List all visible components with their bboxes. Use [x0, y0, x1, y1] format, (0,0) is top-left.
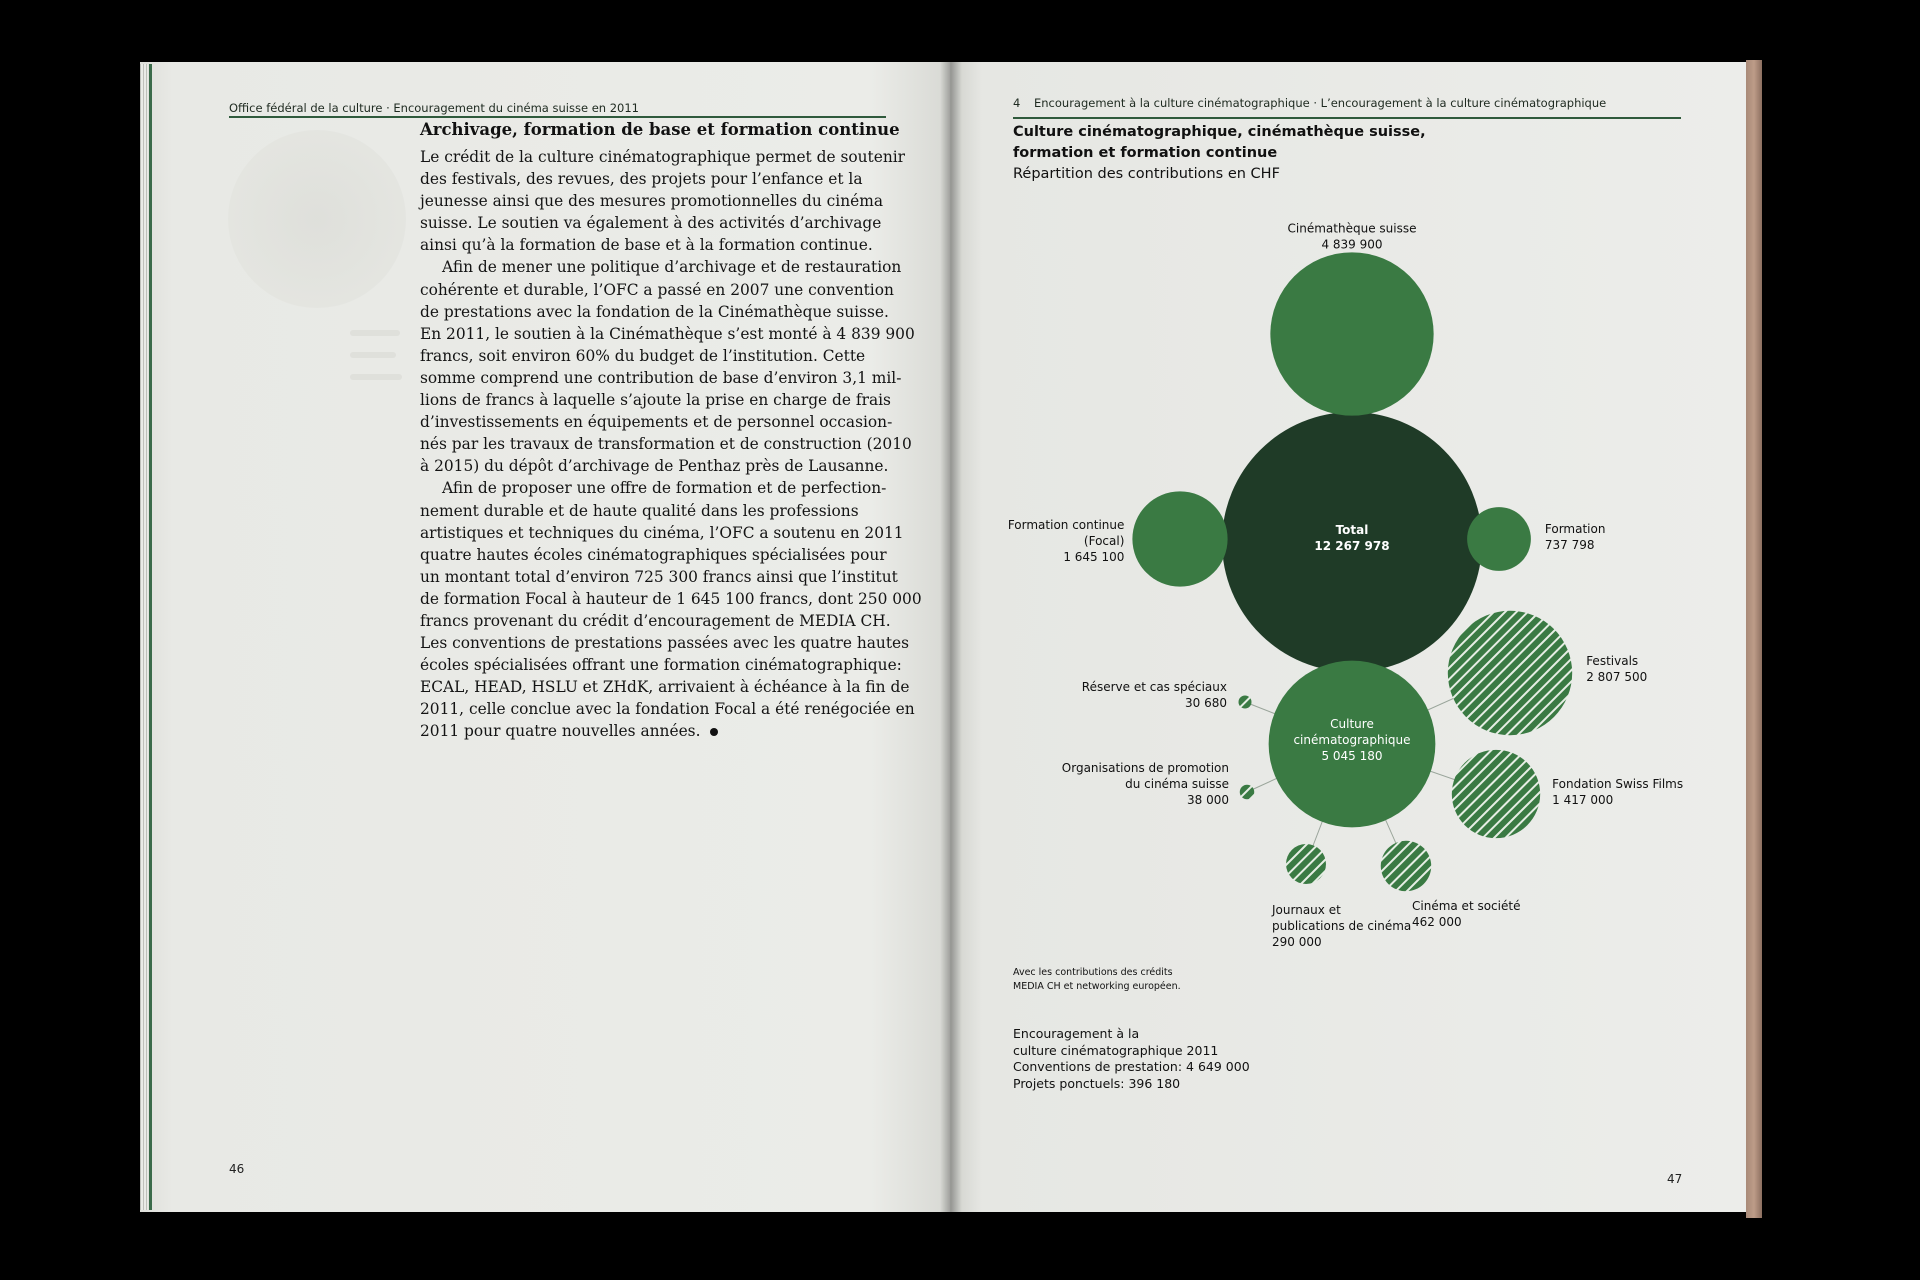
bubble-formation [1467, 507, 1531, 571]
bubble-label-culture-cinematographique: Culture cinématographique 5 045 180 [1293, 717, 1411, 763]
running-head-left: Office fédéral de la culture · Encouragement du cinéma suisse en 2011 [229, 101, 639, 115]
bubble-label-formation-continue-focal: Formation continue (Focal) 1 645 100 [1007, 518, 1125, 564]
body-line: de prestations avec la fondation de la Cinémathèque suisse. [420, 302, 889, 321]
body-line: ainsi qu’à la formation de base et à la formation continue. [420, 236, 873, 255]
body-line: un montant total d’environ 725 300 francs ainsi que l’institut [420, 567, 898, 586]
body-line: francs, soit environ 60% du budget de l’institution. Cette [420, 346, 866, 365]
chart-title-line: formation et formation continue [1013, 145, 1278, 161]
bubble-label-journaux-et-publications-de-cinema: Journaux et publications de cinéma 290 000 [1272, 903, 1412, 949]
running-head-right: Encouragement à la culture cinématographique · L’encouragement à la culture cinématographique [1034, 96, 1607, 110]
body-line: Les conventions de prestations passées avec les quatre hautes [420, 634, 910, 653]
footnote-line: Avec les contributions des crédits [1013, 967, 1173, 978]
bubble-organisations-de-promotion-du-cinema-suisse [1240, 785, 1254, 799]
body-line: des festivals, des revues, des projets pour l’enfance et la [420, 170, 863, 189]
body-line: Afin de mener une politique d’archivage et de restauration [442, 258, 902, 277]
body-line: de formation Focal à hauteur de 1 645 100 francs, dont 250 000 [420, 589, 922, 608]
body-line: écoles spécialisées offrant une formation cinématographique: [420, 656, 902, 675]
body-line: francs provenant du crédit d’encouragement de MEDIA CH. [420, 611, 891, 630]
body-line-text: 2011 pour quatre nouvelles années. [420, 722, 701, 741]
body-line: Le crédit de la culture cinématographique permet de soutenir [420, 148, 906, 166]
chart-title-line: Culture cinématographique, cinémathèque suisse, [1013, 124, 1426, 140]
bubble-label-reserve-et-cas-speciaux: Réserve et cas spéciaux 30 680 [1081, 680, 1227, 710]
bubble-cinema-et-societe [1381, 841, 1431, 891]
body-line: quatre hautes écoles cinématographiques spécialisées pour [420, 545, 887, 564]
bubble-label-total: Total 12 267 978 [1314, 523, 1390, 553]
bubble-formation-continue-focal [1132, 491, 1227, 586]
body-line: ECAL, HEAD, HSLU et ZHdK, arrivaient à échéance à la fin de [420, 678, 910, 697]
bubble-label-cinema-et-societe: Cinéma et société 462 000 [1412, 899, 1521, 929]
bubble-label-formation: Formation 737 798 [1544, 522, 1606, 552]
body-line: En 2011, le soutien à la Cinémathèque s’est monté à 4 839 900 [420, 324, 915, 343]
body-line: lions de francs à laquelle s’ajoute la prise en charge de frais [420, 391, 891, 410]
section-heading: Archivage, formation de base et formation continue [420, 120, 900, 139]
chart-subtitle: Répartition des contributions en CHF [1013, 166, 1280, 182]
body-line: Afin de proposer une offre de formation et de perfection- [442, 479, 887, 498]
bubble-cinematheque-suisse [1270, 252, 1433, 415]
body-line: artistiques et techniques du cinéma, l’OFC a soutenu en 2011 [420, 523, 904, 542]
bubble-label-fondation-swiss-films: Fondation Swiss Films 1 417 000 [1552, 777, 1684, 807]
page-number-left: 46 [229, 1162, 245, 1176]
summary-line: Encouragement à la [1013, 1026, 1140, 1041]
body-line: nés par les travaux de transformation et de construction (2010 [420, 435, 912, 454]
summary-line: culture cinématographique 2011 [1013, 1042, 1219, 1058]
body-line: cohérente et durable, l’OFC a passé en 2007 une convention [420, 280, 894, 299]
body-line: à 2015) du dépôt d’archivage de Penthaz près de Lausanne. [420, 457, 889, 476]
footnote-line: MEDIA CH et networking européen. [1013, 981, 1181, 992]
bubble-label-festivals: Festivals 2 807 500 [1586, 654, 1648, 684]
body-line: 2011, celle conclue avec la fondation Focal a été renégociée en [420, 700, 915, 719]
body-line: suisse. Le soutien va également à des activités d’archivage [420, 214, 882, 233]
summary-box [1013, 1026, 1250, 1092]
body-line: d’investissements en équipements et de personnel occasion- [420, 413, 893, 432]
bubble-reserve-et-cas-speciaux [1238, 695, 1251, 708]
bubble-label-cinematheque-suisse: Cinémathèque suisse 4 839 900 [1287, 221, 1417, 252]
body-line: nement durable et de haute qualité dans les professions [420, 501, 859, 520]
summary-line: Conventions de prestation: 4 649 000 [1013, 1059, 1250, 1074]
chart-footnote [1013, 966, 1181, 994]
summary-line: Projets ponctuels: 396 180 [1013, 1075, 1181, 1091]
bubble-fondation-swiss-films [1452, 750, 1540, 838]
bubble-festivals [1448, 611, 1572, 735]
bubble-journaux-et-publications-de-cinema [1286, 844, 1326, 884]
body-line: jeunesse ainsi que des mesures promotionnelles du cinéma [420, 192, 883, 211]
body-line: somme comprend une contribution de base d’environ 3,1 mil- [420, 368, 902, 387]
chapter-number: 4 [1013, 96, 1021, 110]
page-number-right: 47 [1667, 1172, 1683, 1186]
bubble-label-organisations-de-promotion-du-cinema-suisse: Organisations de promotion du cinéma suisse 38 000 [1061, 761, 1229, 807]
